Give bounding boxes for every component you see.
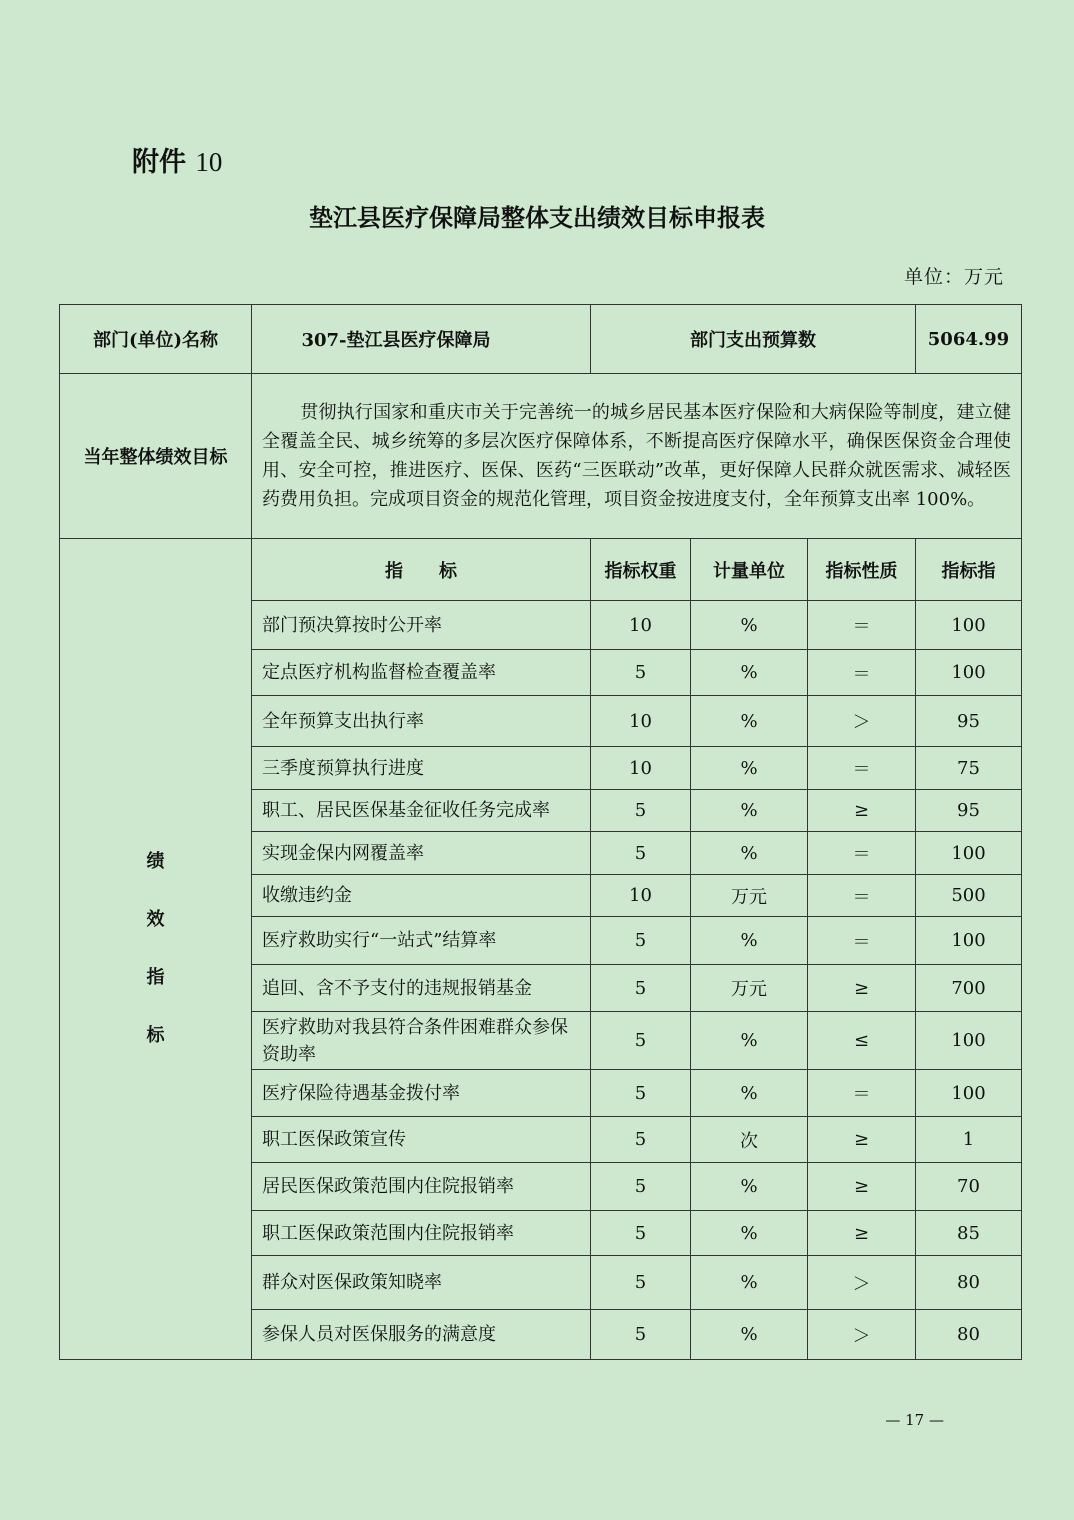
- indicator-weight: 5: [591, 1211, 691, 1256]
- indicator-weight: 5: [591, 1117, 691, 1163]
- indicator-unit: %: [691, 790, 808, 832]
- indicator-target: 80: [916, 1256, 1022, 1310]
- indicator-weight: 5: [591, 832, 691, 875]
- indicator-name: 收缴违约金: [252, 875, 591, 917]
- col-header-indicator: 指 标: [252, 539, 591, 601]
- indicator-unit: %: [691, 747, 808, 790]
- indicator-weight: 5: [591, 965, 691, 1012]
- indicator-name: 职工、居民医保基金征收任务完成率: [252, 790, 591, 832]
- indicator-name: 群众对医保政策知晓率: [252, 1256, 591, 1310]
- indicator-unit: %: [691, 696, 808, 747]
- indicator-unit: %: [691, 1256, 808, 1310]
- dept-name-value: 307-垫江县医疗保障局: [252, 305, 591, 374]
- indicator-unit: %: [691, 601, 808, 650]
- indicator-weight: 5: [591, 1012, 691, 1070]
- indicator-name: 定点医疗机构监督检查覆盖率: [252, 650, 591, 696]
- indicator-weight: 5: [591, 1163, 691, 1211]
- indicator-target: 1: [916, 1117, 1022, 1163]
- indicator-nature: ＝: [808, 601, 916, 650]
- indicator-target: 100: [916, 601, 1022, 650]
- indicator-nature: ≥: [808, 1117, 916, 1163]
- indicator-weight: 5: [591, 1070, 691, 1117]
- indicator-weight: 5: [591, 650, 691, 696]
- indicator-nature: ≥: [808, 1163, 916, 1211]
- indicator-nature: ≥: [808, 965, 916, 1012]
- goal-label: 当年整体绩效目标: [60, 374, 252, 539]
- col-header-weight: 指标权重: [591, 539, 691, 601]
- page-number: — 17 —: [885, 1411, 944, 1429]
- indicator-target: 80: [916, 1310, 1022, 1360]
- indicator-target: 95: [916, 790, 1022, 832]
- indicator-unit: 次: [691, 1117, 808, 1163]
- indicator-unit: 万元: [691, 875, 808, 917]
- indicator-nature: ＝: [808, 747, 916, 790]
- indicator-weight: 10: [591, 747, 691, 790]
- performance-table: [59, 304, 1022, 1360]
- attachment-label: [132, 140, 222, 179]
- indicator-nature: ＞: [808, 1256, 916, 1310]
- indicator-unit: 万元: [691, 965, 808, 1012]
- indicator-target: 100: [916, 650, 1022, 696]
- indicator-header-row: [60, 539, 1022, 601]
- indicator-name: 居民医保政策范围内住院报销率: [252, 1163, 591, 1211]
- section-char: 标: [146, 1025, 165, 1046]
- indicator-name: 部门预决算按时公开率: [252, 601, 591, 650]
- indicator-weight: 5: [591, 1310, 691, 1360]
- indicator-weight: 10: [591, 696, 691, 747]
- indicator-target: 70: [916, 1163, 1022, 1211]
- indicator-name: 三季度预算执行进度: [252, 747, 591, 790]
- indicator-unit: %: [691, 1163, 808, 1211]
- col-header-nature: 指标性质: [808, 539, 916, 601]
- indicator-target: 75: [916, 747, 1022, 790]
- budget-value: 5064.99: [916, 305, 1022, 374]
- indicator-unit: %: [691, 1211, 808, 1256]
- goal-text-cell: [252, 374, 1022, 539]
- attachment-text: 附件: [132, 147, 186, 178]
- indicator-unit: %: [691, 1070, 808, 1117]
- goal-text: 贯彻执行国家和重庆市关于完善统一的城乡居民基本医疗保险和大病保险等制度，建立健全覆盖全民、城乡统筹的多层次医疗保障体系，不断提高医疗保障水平，确保医保资金合理使用、安全可控，推进医疗、医保、医药“三医联动”改革，更好保障人民群众就医需求、减轻医药费用负担。完成项目资金的规范化管理，项目资金按进度支付，全年预算支出率 100%。: [262, 402, 1011, 510]
- indicator-nature: ≥: [808, 790, 916, 832]
- indicator-name: 全年预算支出执行率: [252, 696, 591, 747]
- indicator-unit: %: [691, 1012, 808, 1070]
- indicator-target: 500: [916, 875, 1022, 917]
- indicator-unit: %: [691, 650, 808, 696]
- unit-label: 单位：万元: [903, 266, 1004, 288]
- indicator-name: 职工医保政策宣传: [252, 1117, 591, 1163]
- indicator-weight: 10: [591, 875, 691, 917]
- indicator-unit: %: [691, 832, 808, 875]
- indicator-nature: ＝: [808, 832, 916, 875]
- indicator-target: 700: [916, 965, 1022, 1012]
- indicator-target: 100: [916, 917, 1022, 965]
- indicator-name: 医疗保险待遇基金拨付率: [252, 1070, 591, 1117]
- indicator-target: 100: [916, 1070, 1022, 1117]
- section-char: 指: [146, 967, 165, 988]
- indicator-nature: ＝: [808, 917, 916, 965]
- indicator-nature: ≤: [808, 1012, 916, 1070]
- indicator-weight: 5: [591, 917, 691, 965]
- indicator-target: 100: [916, 832, 1022, 875]
- indicator-target: 95: [916, 696, 1022, 747]
- budget-label: 部门支出预算数: [591, 305, 916, 374]
- indicator-unit: %: [691, 1310, 808, 1360]
- section-char: 绩: [146, 851, 165, 872]
- attachment-number: 10: [195, 147, 223, 177]
- indicator-name: 实现金保内网覆盖率: [252, 832, 591, 875]
- indicator-name: 医疗救助对我县符合条件困难群众参保资助率: [252, 1012, 591, 1070]
- indicator-nature: ＞: [808, 696, 916, 747]
- indicator-name: 职工医保政策范围内住院报销率: [252, 1211, 591, 1256]
- document-title: 垫江县医疗保障局整体支出绩效目标申报表: [309, 204, 765, 232]
- col-header-value: 指标指: [916, 539, 1022, 601]
- indicator-weight: 5: [591, 1256, 691, 1310]
- indicator-section-label: [60, 539, 252, 1360]
- indicator-nature: ＝: [808, 1070, 916, 1117]
- indicator-nature: ＝: [808, 650, 916, 696]
- indicator-nature: ≥: [808, 1211, 916, 1256]
- dept-name-label: 部门(单位)名称: [60, 305, 252, 374]
- indicator-weight: 10: [591, 601, 691, 650]
- indicator-unit: %: [691, 917, 808, 965]
- indicator-nature: ＝: [808, 875, 916, 917]
- indicator-name: 追回、含不予支付的违规报销基金: [252, 965, 591, 1012]
- header-row: [60, 305, 1022, 374]
- goal-row: [60, 374, 1022, 539]
- indicator-target: 85: [916, 1211, 1022, 1256]
- indicator-nature: ＞: [808, 1310, 916, 1360]
- section-char: 效: [146, 909, 165, 930]
- indicator-target: 100: [916, 1012, 1022, 1070]
- indicator-name: 参保人员对医保服务的满意度: [252, 1310, 591, 1360]
- col-header-unit: 计量单位: [691, 539, 808, 601]
- indicator-name: 医疗救助实行“一站式”结算率: [252, 917, 591, 965]
- indicator-weight: 5: [591, 790, 691, 832]
